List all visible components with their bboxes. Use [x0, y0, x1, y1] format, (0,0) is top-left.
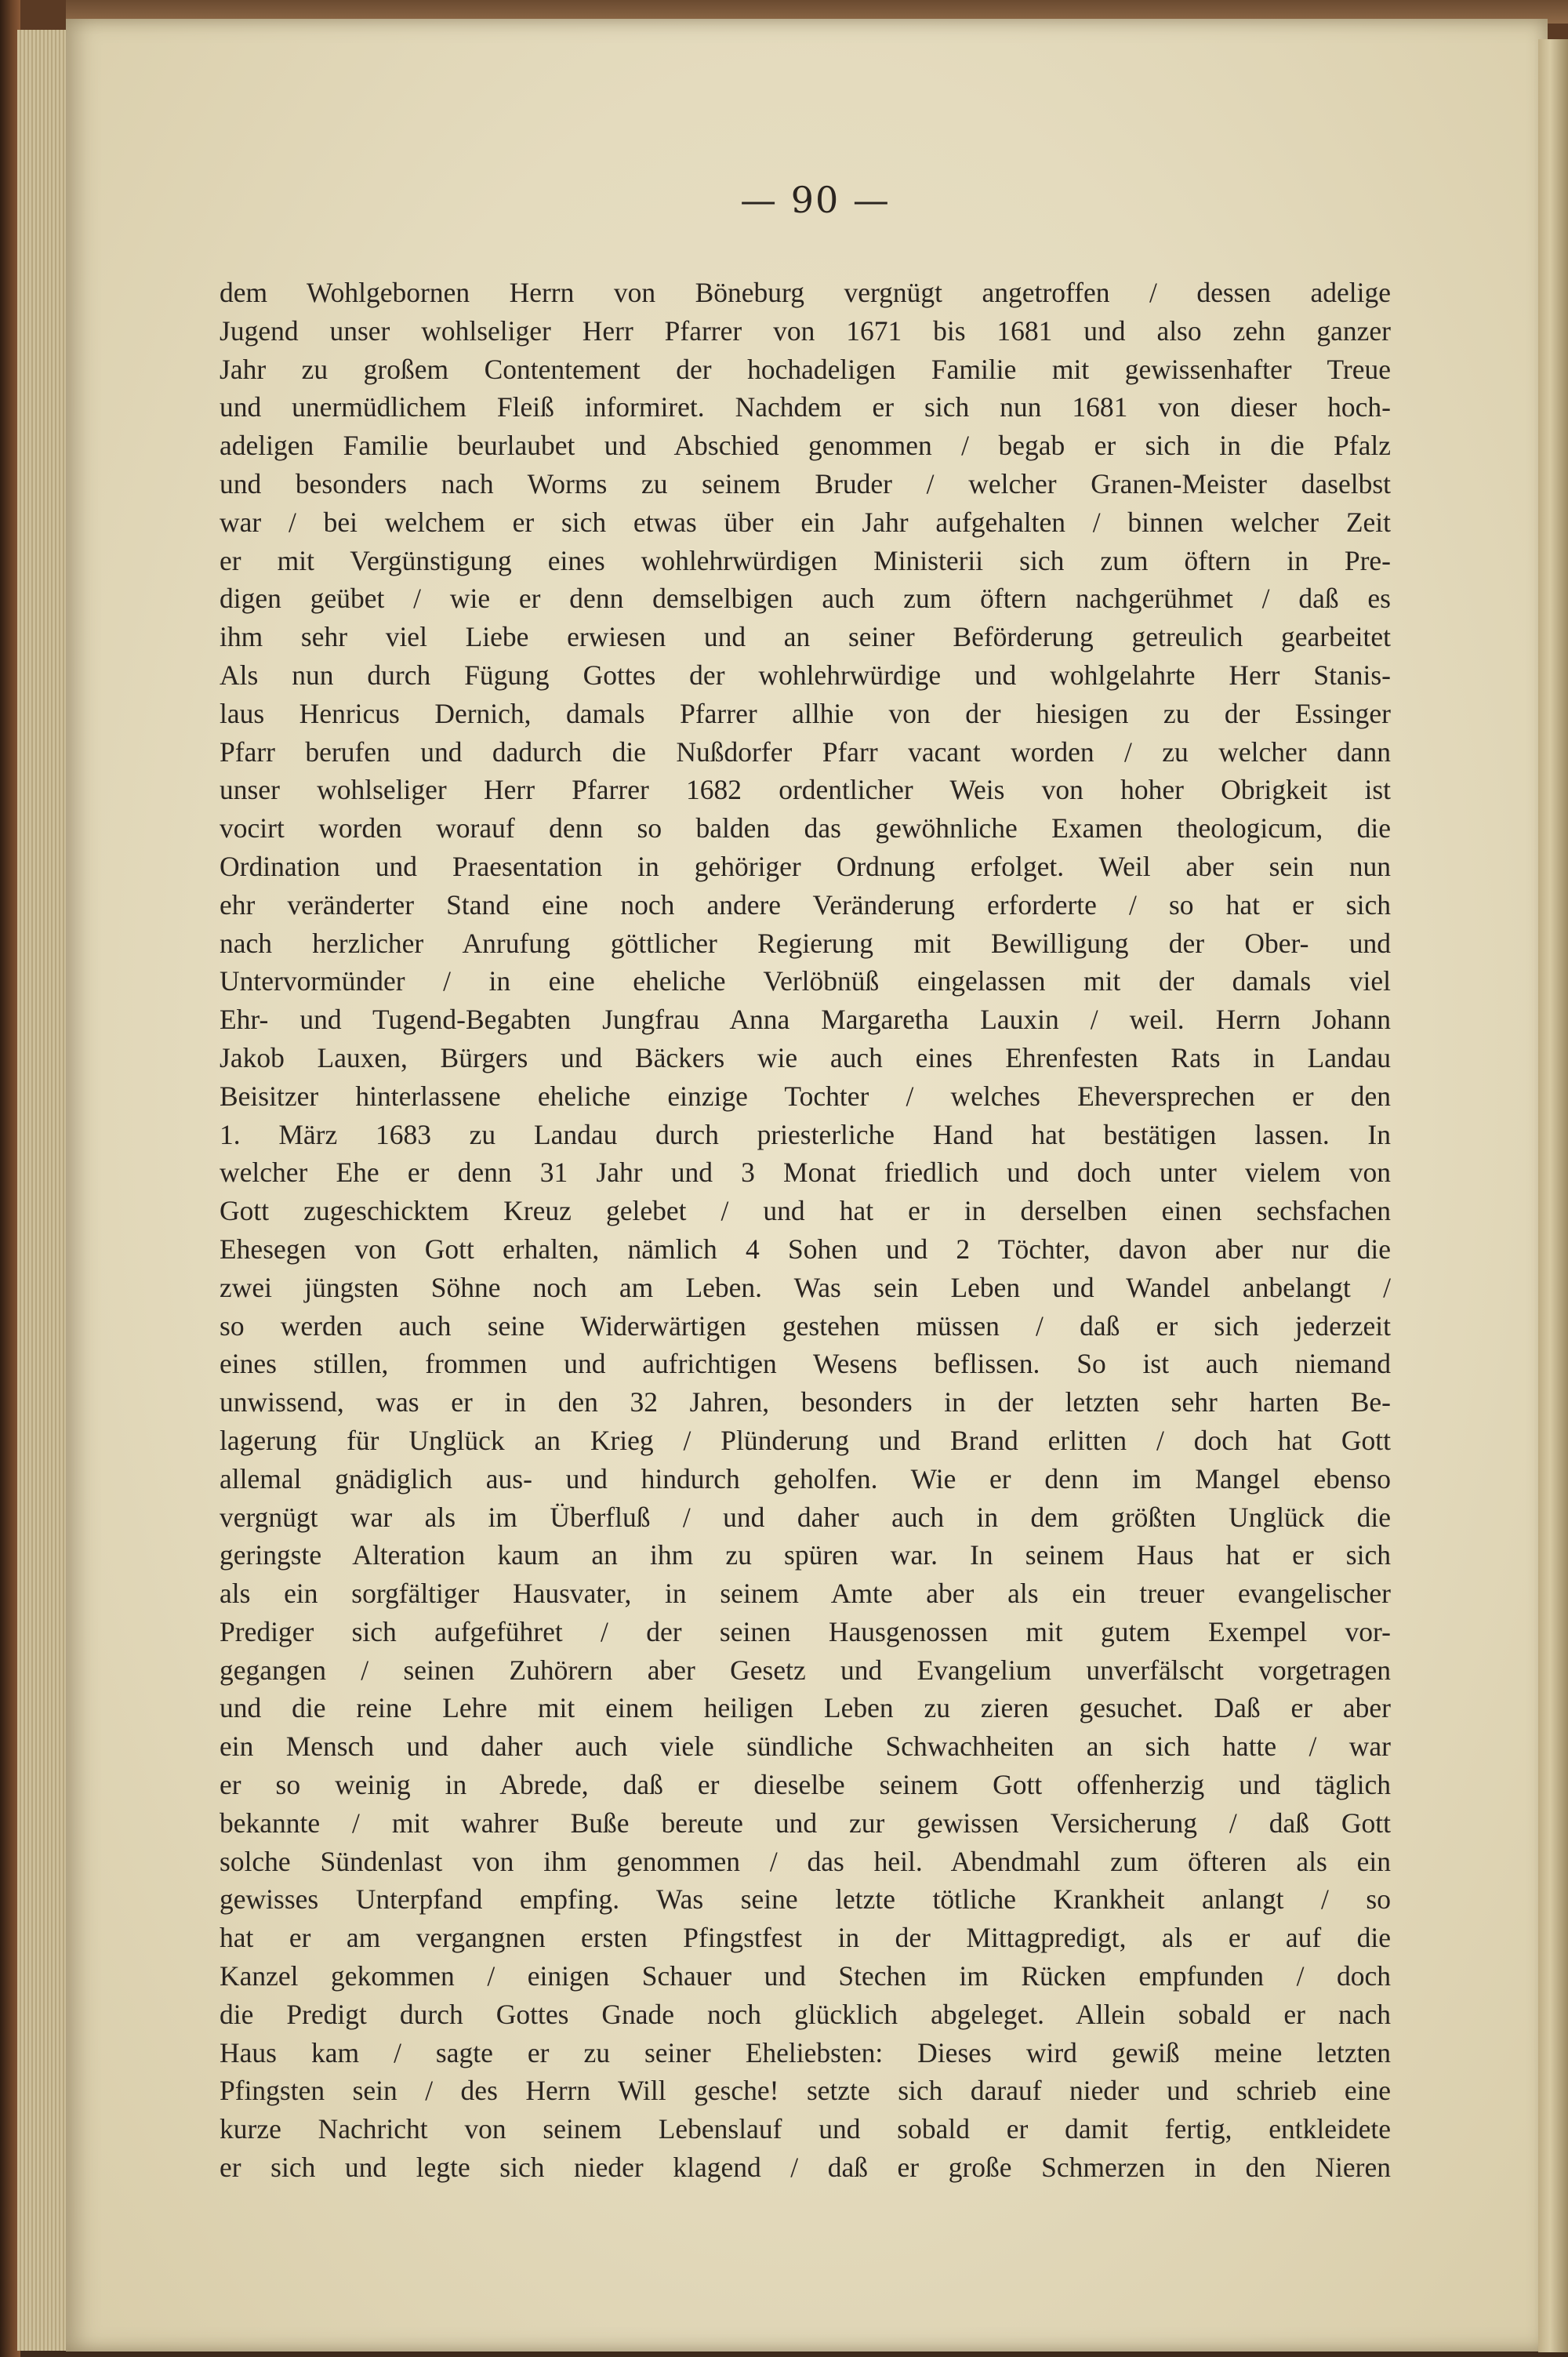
text-line: bekannte / mit wahrer Buße bereute und zur gewissen Versicherung / daß Gott	[220, 1807, 1391, 1839]
text-line: vergnügt war als im Überfluß / und daher auch in dem größten Unglück die	[220, 1501, 1391, 1533]
text-line: als ein sorgfältiger Hausvater, in seinem Amte aber als ein treuer evangelischer	[220, 1578, 1391, 1610]
text-line: adeligen Familie beurlaubet und Abschied genommen / begab er sich in die Pfalz	[220, 430, 1391, 462]
text-line: Pfarr berufen und dadurch die Nußdorfer Pfarr vacant worden / zu welcher dann	[220, 735, 1391, 768]
text-line: er so weinig in Abrede, daß er dieselbe seinem Gott offenherzig und täglich	[220, 1769, 1391, 1801]
text-line: gegangen / seinen Zuhörern aber Gesetz und Evangelium unverfälscht vorgetragen	[220, 1654, 1391, 1686]
text-line: und besonders nach Worms zu seinem Bruder / welcher Granen-Meister daselbst	[220, 467, 1391, 499]
text-line: geringste Alteration kaum an ihm zu spüren war. In seinem Haus hat er sich	[220, 1539, 1391, 1571]
text-line: Ordination und Praesentation in gehöriger Ordnung erfolget. Weil aber sein nun	[220, 850, 1391, 882]
text-line: er mit Vergünstigung eines wohlehrwürdigen Ministerii sich zum öftern in Pre-	[220, 544, 1391, 576]
text-line: Prediger sich aufgeführet / der seinen Hausgenossen mit gutem Exempel vor-	[220, 1615, 1391, 1647]
text-line: Gott zugeschicktem Kreuz gelebet / und hat er in derselben einen sechsfachen	[220, 1195, 1391, 1227]
page-right-edge	[1538, 39, 1568, 2352]
page-stack-edge	[17, 30, 72, 2351]
text-line: digen geübet / wie er denn demselbigen auch zum öftern nachgerühmet / daß es	[220, 583, 1391, 615]
text-line: Jugend unser wohlseliger Herr Pfarrer von 1671 bis 1681 und also zehn ganzer	[220, 314, 1391, 347]
text-line: Beisitzer hinterlassene eheliche einzige Tochter / welches Eheversprechen er den	[220, 1080, 1391, 1112]
page-number: — 90 —	[740, 179, 891, 221]
text-line: 1. März 1683 zu Landau durch priesterliche Hand hat bestätigen lassen. In	[220, 1118, 1391, 1150]
text-line: nach herzlicher Anrufung göttlicher Regierung mit Bewilligung der Ober- und	[220, 927, 1391, 959]
text-line: die Predigt durch Gottes Gnade noch glücklich abgeleget. Allein sobald er nach	[220, 1998, 1391, 2030]
text-line: solche Sündenlast von ihm genommen / das heil. Abendmahl zum öfteren als ein	[220, 1845, 1391, 1877]
text-line: welcher Ehe er denn 31 Jahr und 3 Monat friedlich und doch unter vielem von	[220, 1157, 1391, 1189]
text-line: ihm sehr viel Liebe erwiesen und an seiner Beförderung getreulich gearbeitet	[220, 621, 1391, 653]
text-line: so werden auch seine Widerwärtigen gestehen müssen / daß er sich jederzeit	[220, 1309, 1391, 1342]
text-line: hat er am vergangnen ersten Pfingstfest in der Mittagpredigt, als er auf die	[220, 1922, 1391, 1954]
text-line: Untervormünder / in eine eheliche Verlöbnüß eingelassen mit der damals viel	[220, 965, 1391, 997]
text-line: gewisses Unterpfand empfing. Was seine letzte tötliche Krankheit anlangt / so	[220, 1883, 1391, 1916]
text-line: dem Wohlgebornen Herrn von Böneburg vergnügt angetroffen / dessen adelige	[220, 277, 1391, 308]
text-line: und unermüdlichem Fleiß informiret. Nachdem er sich nun 1681 von dieser hoch-	[220, 391, 1391, 423]
text-line: unwissend, was er in den 32 Jahren, besonders in der letzten sehr harten Be-	[220, 1386, 1391, 1418]
text-line: eines stillen, frommen und aufrichtigen Wesens beflissen. So ist auch niemand	[220, 1348, 1391, 1380]
text-line: allemal gnädiglich aus- und hindurch geholfen. Wie er denn im Mangel ebenso	[220, 1462, 1391, 1494]
text-line: Pfingsten sein / des Herrn Will gesche! setzte sich darauf nieder und schrieb eine	[220, 2075, 1391, 2107]
text-line: Kanzel gekommen / einigen Schauer und Stechen im Rücken empfunden / doch	[220, 1960, 1391, 1992]
text-line: Ehr- und Tugend-Begabten Jungfrau Anna Margaretha Lauxin / weil. Herrn Johann	[220, 1004, 1391, 1036]
text-line: Als nun durch Fügung Gottes der wohlehrwürdige und wohlgelahrte Herr Stanis-	[220, 659, 1391, 691]
text-line: ein Mensch und daher auch viele sündliche Schwachheiten an sich hatte / war	[220, 1731, 1391, 1763]
text-line: war / bei welchem er sich etwas über ein Jahr aufgehalten / binnen welcher Zeit	[220, 506, 1391, 538]
text-line: vocirt worden worauf denn so balden das gewöhnliche Examen theologicum, die	[220, 812, 1391, 844]
text-line: kurze Nachricht von seinem Lebenslauf und sobald er damit fertig, entkleidete	[220, 2113, 1391, 2145]
text-line: er sich und legte sich nieder klagend / daß er große Schmerzen in den Nieren	[220, 2152, 1391, 2184]
text-line: Jakob Lauxen, Bürgers und Bäckers wie auch eines Ehrenfesten Rats in Landau	[220, 1041, 1391, 1073]
text-line: ehr veränderter Stand eine noch andere Veränderung erforderte / so hat er sich	[220, 888, 1391, 921]
text-line: Haus kam / sagte er zu seiner Eheliebsten: Dieses wird gewiß meine letzten	[220, 2036, 1391, 2068]
text-line: lagerung für Unglück an Krieg / Plünderung und Brand erlitten / doch hat Gott	[220, 1424, 1391, 1456]
text-line: Ehesegen von Gott erhalten, nämlich 4 Sohen und 2 Töchter, davon aber nur die	[220, 1233, 1391, 1265]
text-line: unser wohlseliger Herr Pfarrer 1682 ordentlicher Weis von hoher Obrigkeit ist	[220, 774, 1391, 806]
text-line: laus Henricus Dernich, damals Pfarrer allhie von der hiesigen zu der Essinger	[220, 697, 1391, 729]
text-line: Jahr zu großem Contentement der hochadeligen Familie mit gewissenhafter Treue	[220, 353, 1391, 385]
body-text	[220, 274, 1391, 2187]
text-line: zwei jüngsten Söhne noch am Leben. Was sein Leben und Wandel anbelangt /	[220, 1271, 1391, 1303]
text-line: und die reine Lehre mit einem heiligen Leben zu zieren gesuchet. Daß er aber	[220, 1692, 1391, 1724]
